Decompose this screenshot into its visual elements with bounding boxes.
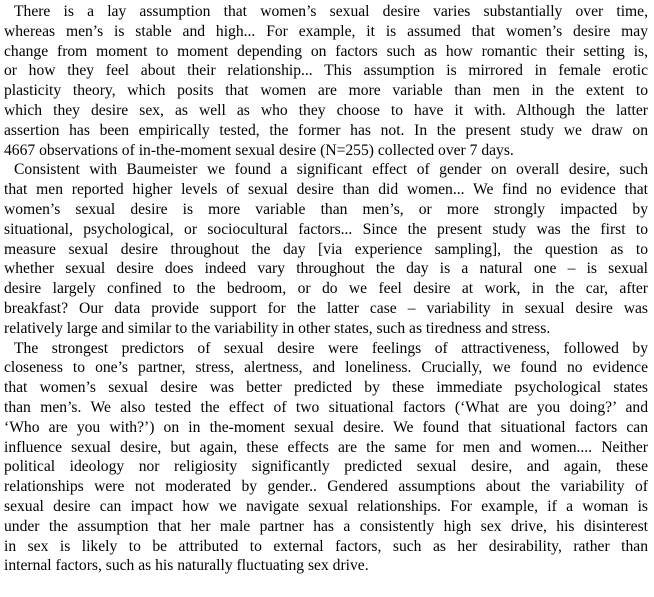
text-line: situational, psychological, or sociocultural factors... Since the present study was the first to: [4, 220, 648, 238]
text-line: desire largely confined to the bedroom, or do we feel desire at work, in the car, after: [4, 280, 648, 298]
text-line: The strongest predictors of sexual desire were feelings of attractiveness, followed by: [14, 339, 648, 357]
text-line: breakfast? Our data provide support for the latter case – variability in sexual desire was: [4, 299, 648, 317]
text-line: closeness to one’s partner, stress, alertness, and loneliness. Crucially, we found no evidence: [4, 359, 648, 377]
text-line: or how they feel about their relationship... This assumption is mirrored in female erotic: [4, 62, 648, 80]
text-line: under the assumption that her male partner has a consistently high sex drive, his disinterest: [4, 517, 648, 535]
text-line: whether sexual desire does indeed vary throughout the day is a natural one – is sexual: [4, 260, 648, 278]
text-line: change from moment to moment depending on factors such as how romantic their setting is,: [4, 42, 648, 60]
text-line: measure sexual desire throughout the day [via experience sampling], the question as to: [4, 240, 648, 258]
paragraph-3: [4, 339, 648, 577]
text-line: political ideology nor religiosity significantly predicted sexual desire, and again, these: [4, 458, 648, 476]
text-line: assertion has been empirically tested, the former has not. In the present study we draw on: [4, 121, 648, 139]
text-line: There is a lay assumption that women’s sexual desire varies substantially over time,: [14, 3, 648, 20]
document-body: [4, 2, 648, 576]
text-line: internal factors, such as his naturally fluctuating sex drive.: [4, 557, 369, 575]
text-line: which they desire sex, as well as who they choose to have it with. Although the latter: [4, 101, 648, 119]
text-line: plasticity theory, which posits that women are more variable than men in the extent to: [4, 82, 648, 100]
text-line: that men reported higher levels of sexual desire than did women... We find no evidence that: [4, 181, 648, 199]
text-line: whereas men’s is stable and high... For example, it is assumed that women’s desire may: [4, 22, 648, 40]
text-line: influence sexual desire, but again, these effects are the same for men and women.... Neither: [4, 438, 648, 456]
text-line: in sex is likely to be attributed to external factors, such as her desirability, rather than: [4, 537, 648, 555]
paragraph-2: [4, 160, 648, 338]
text-line: relationships were not moderated by gender.. Gendered assumptions about the variability of: [4, 478, 648, 496]
text-line: Consistent with Baumeister we found a significant effect of gender on overall desire, such: [14, 161, 648, 179]
text-line: women’s sexual desire is more variable than men’s, or more strongly impacted by: [4, 200, 648, 218]
text-line: relatively large and similar to the variability in other states, such as tiredness and stress.: [4, 319, 551, 337]
text-line: that women’s sexual desire was better predicted by these immediate psychological states: [4, 379, 648, 397]
text-line: 4667 observations of in-the-moment sexual desire (N=255) collected over 7 days.: [4, 141, 514, 159]
text-line: sexual desire can impact how we navigate sexual relationships. For example, if a woman is: [4, 497, 648, 515]
text-line: ‘Who are you with?’) on in the-moment sexual desire. We found that situational factors can: [4, 418, 648, 436]
paragraph-1: [4, 2, 648, 160]
text-line: than men’s. We also tested the effect of two situational factors (‘What are you doing?’ and: [4, 398, 648, 416]
